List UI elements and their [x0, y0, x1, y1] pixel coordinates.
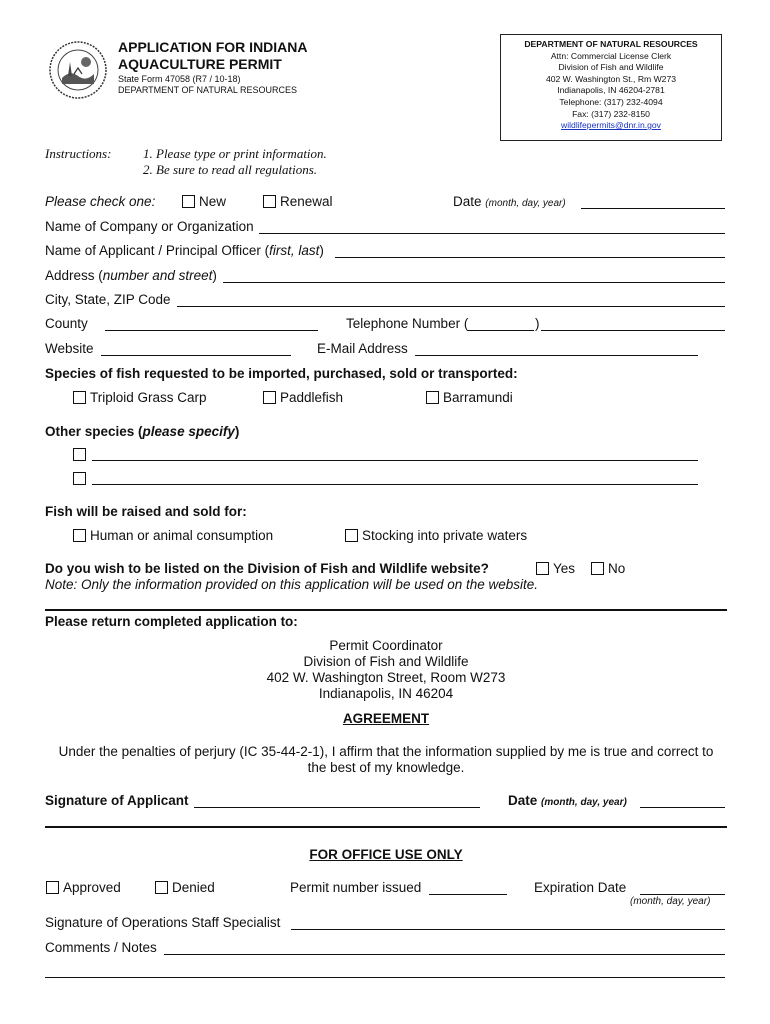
staff-signature-line[interactable] — [291, 929, 725, 930]
other-species-1-checkbox[interactable] — [73, 448, 86, 461]
expiration-line[interactable] — [640, 894, 725, 895]
comments-line-2[interactable] — [45, 977, 725, 978]
department-name: DEPARTMENT OF NATURAL RESOURCES — [118, 85, 298, 95]
return-line-4: Indianapolis, IN 46204 — [318, 686, 454, 701]
email-line[interactable] — [415, 355, 698, 356]
company-line[interactable] — [259, 233, 725, 234]
agreement-date-row — [508, 793, 627, 811]
permit-number-row — [290, 880, 421, 896]
agreement-text-line-1: Under the penalties of perjury (IC 35-44-2-1), I affirm that the information supplied by me is true and correct to — [58, 744, 714, 759]
area-code-line[interactable] — [468, 330, 534, 331]
telephone-label: Telephone Number ( — [346, 316, 469, 331]
return-line-2: Division of Fish and Wildlife — [303, 654, 469, 669]
county-label: County — [45, 316, 88, 331]
other-species-1 — [73, 447, 90, 463]
other-species-1-line[interactable] — [92, 460, 698, 461]
denied-checkbox[interactable] — [155, 881, 168, 894]
title-line-2: AQUACULTURE PERMIT — [118, 56, 282, 72]
address-close: ) — [212, 268, 217, 283]
comments-row — [45, 940, 157, 956]
consumption-checkbox[interactable] — [73, 529, 86, 542]
city-row — [45, 292, 171, 308]
agreement-date-line[interactable] — [640, 807, 725, 808]
check-one-label: Please check one: — [45, 194, 156, 209]
instructions — [45, 146, 327, 178]
staff-signature-label: Signature of Operations Staff Specialist — [45, 915, 281, 930]
comments-line-1[interactable] — [164, 954, 725, 955]
applicant-row — [45, 243, 324, 259]
listing-question: Do you wish to be listed on the Division of Fish and Wildlife website? — [45, 561, 489, 576]
signature-label: Signature of Applicant — [45, 793, 189, 808]
email-row — [317, 341, 408, 357]
address-label: Address ( — [45, 268, 103, 283]
dept-box-attn: Attn: Commercial License Clerk — [550, 50, 672, 61]
section-divider-1 — [45, 609, 727, 611]
signature-row — [45, 793, 189, 809]
agreement-date-label: Date — [508, 793, 538, 808]
address-row — [45, 268, 217, 284]
company-row — [45, 219, 254, 235]
section-divider-2 — [45, 826, 727, 828]
other-species-label: Other species ( — [45, 424, 143, 439]
indiana-state-seal-icon — [48, 40, 108, 100]
website-label: Website — [45, 341, 94, 356]
signature-line[interactable] — [194, 807, 480, 808]
barramundi-checkbox[interactable] — [426, 391, 439, 404]
other-species-hint: please specify — [142, 424, 235, 439]
permit-number-label: Permit number issued — [290, 880, 422, 895]
dept-box-division: Division of Fish and Wildlife — [558, 62, 664, 73]
expiration-hint-row — [630, 896, 710, 908]
approved-option — [46, 880, 121, 896]
other-species-2-checkbox[interactable] — [73, 472, 86, 485]
new-label: New — [199, 194, 227, 209]
paddlefish-label: Paddlefish — [280, 390, 344, 405]
dept-box-telephone: Telephone: (317) 232-4094 — [559, 96, 663, 107]
applicant-label: Name of Applicant / Principal Officer ( — [45, 243, 270, 258]
city-line[interactable] — [177, 306, 725, 307]
yes-option — [536, 561, 575, 577]
form-title — [118, 39, 308, 73]
species-heading: Species of fish requested to be imported, purchased, sold or transported: — [45, 366, 518, 381]
county-row — [45, 316, 88, 332]
permit-number-line[interactable] — [429, 894, 507, 895]
telephone-close-wrap — [535, 316, 540, 332]
yes-checkbox[interactable] — [536, 562, 549, 575]
renewal-checkbox[interactable] — [263, 195, 276, 208]
denied-label: Denied — [172, 880, 215, 895]
new-checkbox[interactable] — [182, 195, 195, 208]
return-address — [45, 638, 727, 702]
website-row — [45, 341, 94, 357]
consumption-label: Human or animal consumption — [90, 528, 274, 543]
website-line[interactable] — [101, 355, 291, 356]
renewal-option — [263, 194, 333, 210]
county-line[interactable] — [105, 330, 318, 331]
species-option-2 — [263, 390, 343, 406]
agreement-text-line-2: the best of my knowledge. — [307, 760, 465, 775]
no-option — [591, 561, 625, 577]
agreement-text — [45, 744, 727, 776]
applicant-hint: first, last — [269, 243, 320, 258]
yes-label: Yes — [553, 561, 576, 576]
date-hint: (month, day, year) — [485, 198, 566, 209]
approved-label: Approved — [63, 880, 121, 895]
grass-carp-checkbox[interactable] — [73, 391, 86, 404]
dept-box-street: 402 W. Washington St., Rm W273 — [545, 73, 677, 84]
approved-checkbox[interactable] — [46, 881, 59, 894]
comments-label: Comments / Notes — [45, 940, 157, 955]
new-option — [182, 194, 226, 210]
no-checkbox[interactable] — [591, 562, 604, 575]
form-number: State Form 47058 (R7 / 10-18) — [118, 74, 241, 84]
grass-carp-label: Triploid Grass Carp — [90, 390, 207, 405]
other-species-2 — [73, 471, 90, 487]
raised-option-1 — [73, 528, 273, 544]
agreement-heading: AGREEMENT — [342, 711, 430, 726]
company-label: Name of Company or Organization — [45, 219, 254, 234]
raised-heading: Fish will be raised and sold for: — [45, 504, 247, 519]
staff-signature-row — [45, 915, 280, 931]
other-species-heading — [45, 424, 239, 440]
dept-box-heading: DEPARTMENT OF NATURAL RESOURCES — [524, 39, 698, 49]
date-line[interactable] — [581, 208, 725, 209]
return-heading: Please return completed application to: — [45, 614, 298, 629]
department-address-box — [500, 34, 722, 141]
telephone-close: ) — [535, 316, 540, 331]
return-line-1: Permit Coordinator — [329, 638, 443, 653]
instructions-label: Instructions: — [45, 146, 112, 161]
barramundi-label: Barramundi — [443, 390, 513, 405]
dept-box-email-link[interactable]: wildlifepermits@dnr.in.gov — [561, 120, 661, 131]
denied-option — [155, 880, 215, 896]
date-label: Date — [453, 194, 482, 209]
dept-box-fax: Fax: (317) 232-8150 — [572, 108, 650, 119]
applicant-line[interactable] — [335, 257, 725, 258]
telephone-row — [346, 316, 468, 332]
species-option-3 — [426, 390, 513, 406]
date-row — [453, 194, 566, 212]
applicant-close: ) — [319, 243, 324, 258]
other-species-2-line[interactable] — [92, 484, 698, 485]
dept-box-city: Indianapolis, IN 46204-2781 — [557, 85, 665, 96]
title-line-1: APPLICATION FOR INDIANA — [118, 39, 308, 55]
expiration-label: Expiration Date — [534, 880, 627, 895]
office-heading: FOR OFFICE USE ONLY — [309, 847, 463, 862]
agreement-date-hint: (month, day, year) — [541, 797, 627, 808]
return-line-3: 402 W. Washington Street, Room W273 — [266, 670, 506, 685]
form-subtitle — [118, 74, 297, 96]
instruction-2: 2. Be sure to read all regulations. — [143, 162, 318, 177]
check-one-row — [45, 194, 155, 210]
address-line[interactable] — [223, 282, 725, 283]
expiration-row — [534, 880, 626, 896]
address-hint: number and street — [102, 268, 213, 283]
stocking-label: Stocking into private waters — [362, 528, 528, 543]
paddlefish-checkbox[interactable] — [263, 391, 276, 404]
telephone-line[interactable] — [541, 330, 725, 331]
species-option-1 — [73, 390, 207, 406]
city-label: City, State, ZIP Code — [45, 292, 171, 307]
other-species-close: ) — [234, 424, 240, 439]
raised-option-2 — [345, 528, 527, 544]
expiration-hint: (month, day, year) — [630, 896, 711, 907]
listing-note: Note: Only the information provided on this application will be used on the website. — [45, 577, 539, 592]
renewal-label: Renewal — [280, 194, 333, 209]
instruction-1: 1. Please type or print information. — [143, 146, 327, 161]
email-label: E-Mail Address — [317, 341, 408, 356]
no-label: No — [608, 561, 626, 576]
stocking-checkbox[interactable] — [345, 529, 358, 542]
